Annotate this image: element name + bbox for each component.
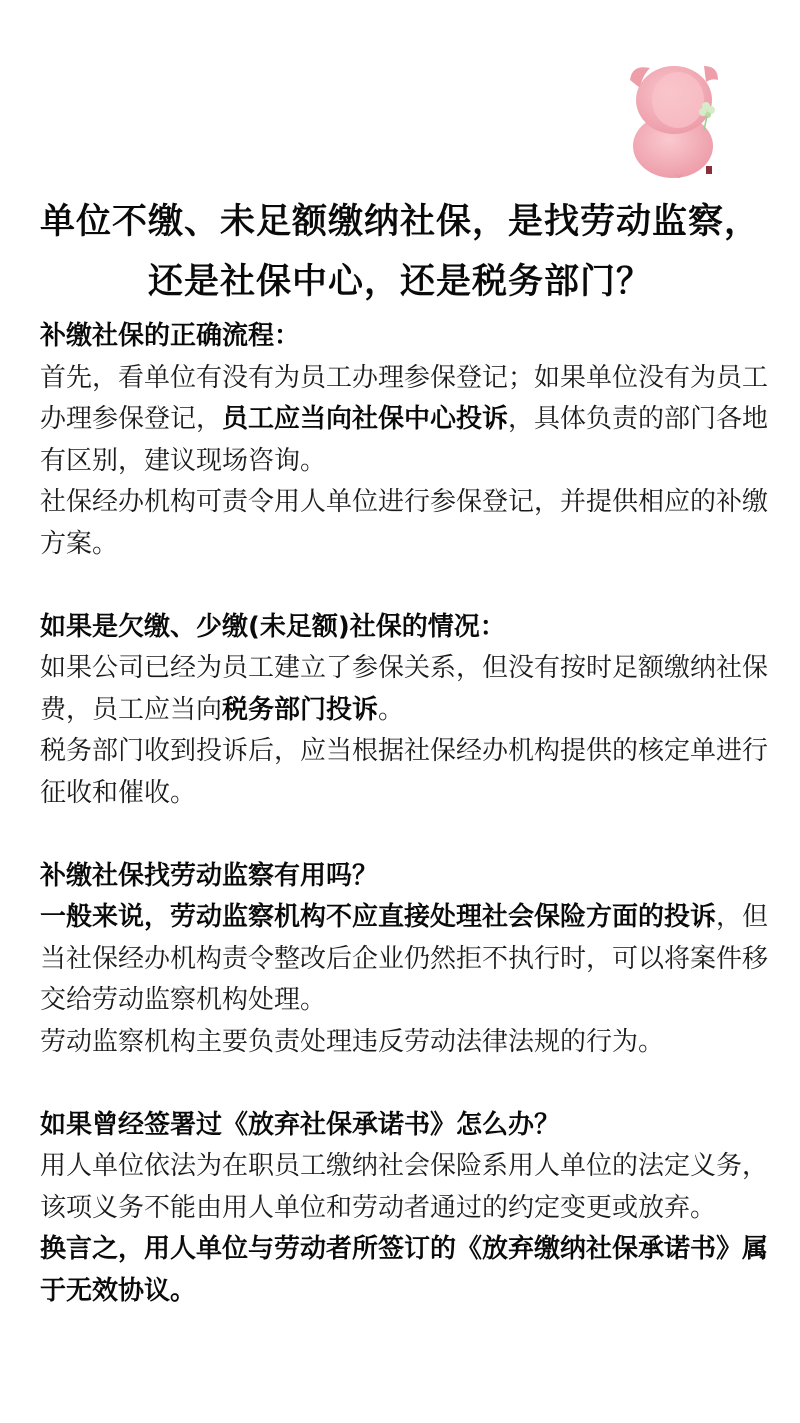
emphasis-paragraph: 换言之，用人单位与劳动者所签订的《放弃缴纳社保承诺书》属于无效协议。: [40, 1234, 769, 1306]
paragraph-text: ，但当社保经办机构责令整改后企业仍然拒不执行时，可以将案件移交给劳动监察机构处理。: [40, 902, 769, 1015]
pig-icon: [618, 58, 728, 183]
paragraph: 劳动监察机构主要负责处理违反劳动法律法规的行为。: [40, 1026, 665, 1057]
emphasis-text: 一般来说，劳动监察机构不应直接处理社会保险方面的投诉: [40, 902, 717, 932]
page-title: [0, 192, 800, 312]
paragraph-text: ，具体负责的部门各地有区别，建议现场咨询。: [40, 404, 769, 476]
section-correct-procedure: [40, 316, 770, 565]
paragraph: 税务部门收到投诉后，应当根据社保经办机构提供的核定单进行征收和催收。: [40, 736, 769, 808]
paragraph: 社保经办机构可责令用人单位进行参保登记，并提供相应的补缴方案。: [40, 487, 769, 559]
section-labor-inspection: [40, 856, 770, 1064]
article-body: [40, 316, 770, 1312]
pig-illustration: [618, 58, 728, 183]
emphasis-text: 税务部门投诉: [222, 694, 379, 725]
paragraph: [40, 897, 770, 1022]
paragraph-text: 首先，看单位有没有为员工办理参保登记；如果单位没有为员工办理参保登记，: [40, 362, 769, 434]
paragraph: [40, 358, 770, 483]
section-heading: 如果是欠缴、少缴(未足额)社保的情况：: [40, 611, 506, 642]
title-line-2: 还是社保中心，还是税务部门？: [147, 262, 652, 302]
section-heading: 如果曾经签署过《放弃社保承诺书》怎么办？: [40, 1109, 561, 1140]
section-heading: 补缴社保找劳动监察有用吗？: [40, 860, 379, 891]
section-waiver-letter: [40, 1105, 770, 1313]
section-heading: 补缴社保的正确流程：: [40, 321, 301, 351]
paragraph: [40, 648, 770, 731]
emphasis-text: 员工应当向社保中心投诉: [222, 404, 509, 434]
paragraph: 用人单位依法为在职员工缴纳社会保险系用人单位的法定义务，该项义务不能由用人单位和劳动者通过的约定变更或放弃。: [40, 1151, 769, 1223]
paragraph-text: 如果公司已经为员工建立了参保关系，但没有按时足额缴纳社保费，员工应当向: [40, 653, 769, 725]
title-line-1: 单位不缴、未足额缴纳社保，是找劳动监察，: [39, 202, 760, 242]
section-underpaid: [40, 607, 770, 815]
paragraph-text: 。: [378, 694, 405, 725]
